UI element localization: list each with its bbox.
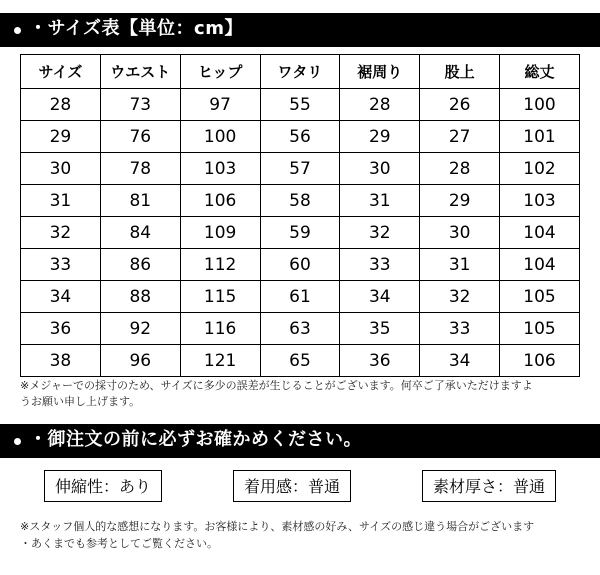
table-cell: 115: [180, 281, 260, 313]
table-cell: 31: [420, 249, 500, 281]
table-row: [21, 89, 580, 121]
table-cell: 32: [420, 281, 500, 313]
size-chart-section-header: [0, 13, 600, 47]
table-cell: 61: [260, 281, 340, 313]
table-cell: 96: [100, 345, 180, 377]
table-cell: 76: [100, 121, 180, 153]
table-cell: 36: [340, 345, 420, 377]
table-header-row: [21, 55, 580, 89]
table-row: [21, 281, 580, 313]
measurement-note: [20, 378, 586, 410]
table-cell: 88: [100, 281, 180, 313]
table-cell: 34: [420, 345, 500, 377]
table-cell: 102: [500, 153, 580, 185]
table-cell: 105: [500, 281, 580, 313]
table-cell: 26: [420, 89, 500, 121]
table-cell: 65: [260, 345, 340, 377]
footnote-line-2: ・あくまでも参考としてご覧ください。: [20, 537, 218, 551]
table-cell: 106: [180, 185, 260, 217]
table-cell: 35: [340, 313, 420, 345]
table-cell: 33: [340, 249, 420, 281]
table-cell: 56: [260, 121, 340, 153]
table-cell: 28: [21, 89, 101, 121]
bullet-icon: [14, 27, 21, 34]
table-header-cell: サイズ: [21, 55, 101, 89]
table-cell: 92: [100, 313, 180, 345]
table-cell: 29: [340, 121, 420, 153]
table-cell: 116: [180, 313, 260, 345]
table-header-cell: 股上: [420, 55, 500, 89]
table-cell: 78: [100, 153, 180, 185]
table-cell: 103: [180, 153, 260, 185]
order-section-header: [0, 424, 600, 458]
table-cell: 103: [500, 185, 580, 217]
measurement-note-line-1: ※メジャーでの採寸のため、サイズに多少の誤差が生じることがございます。何卒ご了承いただけますよ: [20, 379, 533, 392]
attribute-row: [44, 470, 556, 502]
table-cell: 60: [260, 249, 340, 281]
table-cell: 31: [21, 185, 101, 217]
table-row: [21, 249, 580, 281]
table-cell: 36: [21, 313, 101, 345]
attribute-fit: 着用感：普通: [233, 470, 351, 502]
table-cell: 31: [340, 185, 420, 217]
table-cell: 73: [100, 89, 180, 121]
measurement-note-line-2: うお願い申し上げます。: [20, 394, 141, 408]
table-cell: 32: [21, 217, 101, 249]
table-row: [21, 153, 580, 185]
table-row: [21, 345, 580, 377]
table-cell: 109: [180, 217, 260, 249]
table-cell: 105: [500, 313, 580, 345]
table-header-cell: ウエスト: [100, 55, 180, 89]
table-cell: 30: [340, 153, 420, 185]
table-cell: 112: [180, 249, 260, 281]
size-chart-title: ・サイズ表【単位：cm】: [29, 18, 243, 39]
size-table: [20, 54, 580, 377]
table-cell: 55: [260, 89, 340, 121]
table-row: [21, 185, 580, 217]
table-cell: 28: [420, 153, 500, 185]
order-section-title: ・御注文の前に必ずお確かめください。: [29, 429, 362, 450]
table-cell: 34: [21, 281, 101, 313]
table-cell: 58: [260, 185, 340, 217]
table-cell: 59: [260, 217, 340, 249]
footnote-line-1: ※スタッフ個人的な感想になります。お客様により、素材感の好み、サイズの感じ違う場合がございます: [20, 520, 535, 533]
table-cell: 27: [420, 121, 500, 153]
table-row: [21, 217, 580, 249]
table-cell: 100: [180, 121, 260, 153]
table-cell: 63: [260, 313, 340, 345]
table-cell: 29: [420, 185, 500, 217]
table-cell: 121: [180, 345, 260, 377]
table-header-cell: 総丈: [500, 55, 580, 89]
table-row: [21, 313, 580, 345]
attribute-stretch: 伸縮性：あり: [44, 470, 162, 502]
table-cell: 28: [340, 89, 420, 121]
table-cell: 104: [500, 249, 580, 281]
table-cell: 30: [420, 217, 500, 249]
table-cell: 100: [500, 89, 580, 121]
table-cell: 84: [100, 217, 180, 249]
bullet-icon: [14, 438, 21, 445]
table-cell: 38: [21, 345, 101, 377]
table-cell: 106: [500, 345, 580, 377]
table-cell: 32: [340, 217, 420, 249]
table-cell: 29: [21, 121, 101, 153]
table-cell: 57: [260, 153, 340, 185]
attribute-thickness: 素材厚さ：普通: [422, 470, 556, 502]
table-cell: 97: [180, 89, 260, 121]
table-header-cell: ワタリ: [260, 55, 340, 89]
table-cell: 33: [21, 249, 101, 281]
table-cell: 81: [100, 185, 180, 217]
footnotes: [20, 518, 586, 552]
table-cell: 34: [340, 281, 420, 313]
size-table-wrapper: [20, 54, 580, 377]
table-header-cell: ヒップ: [180, 55, 260, 89]
table-row: [21, 121, 580, 153]
table-cell: 101: [500, 121, 580, 153]
table-cell: 86: [100, 249, 180, 281]
table-cell: 30: [21, 153, 101, 185]
table-cell: 33: [420, 313, 500, 345]
table-header-cell: 裾周り: [340, 55, 420, 89]
table-cell: 104: [500, 217, 580, 249]
